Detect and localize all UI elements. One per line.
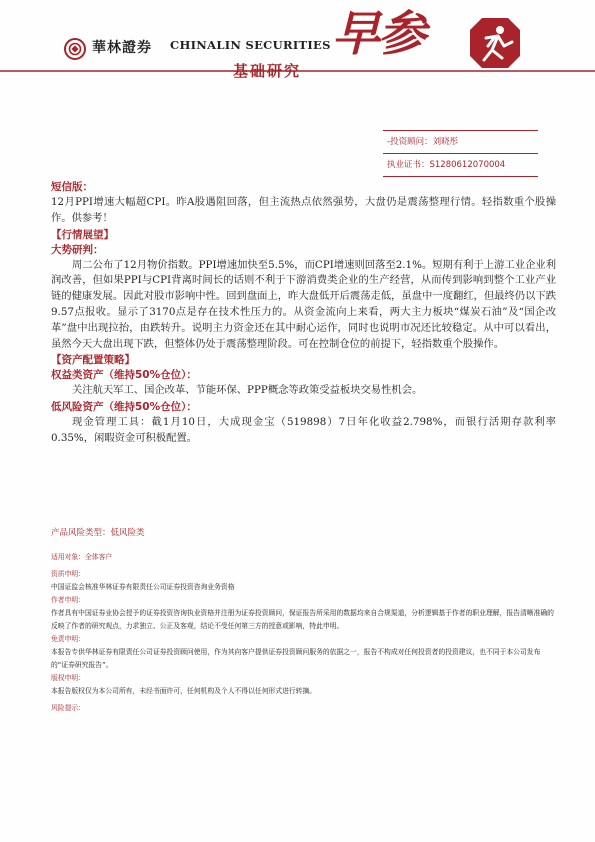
advisor-certificate: 执业证书：S1280612070004 bbox=[383, 153, 538, 176]
product-risk-type: 产品风险类型：低风险类 bbox=[51, 528, 145, 538]
qualification-text: 中国证监会核准华林证券有限责任公司证券投资咨询业务资格 bbox=[51, 583, 235, 591]
equity-heading: 权益类资产（维持50%仓位）： bbox=[51, 369, 197, 382]
disclaimer-section bbox=[51, 551, 556, 715]
chinalin-logo-icon bbox=[64, 38, 86, 60]
company-name-cn: 華林證券 bbox=[92, 40, 152, 56]
risk-warning-heading: 风险提示： bbox=[51, 704, 85, 712]
exemption-text: 本报告专供华林证券有限责任公司证券投资顾问使用，作为其向客户提供证券投资顾问服务的依据之一，报告不构成对任何投资者的投资建议，也不同于本公司发布的“证券研究报告”。 bbox=[51, 648, 541, 669]
qualification-heading: 资质申明： bbox=[51, 570, 85, 578]
advisor-info-box bbox=[383, 130, 538, 177]
audience-line: 适用对象：全体客户 bbox=[51, 553, 113, 561]
author-statement-heading: 作者申明： bbox=[51, 596, 85, 604]
report-body bbox=[51, 179, 556, 447]
equity-text: 关注航天军工、国企改革、节能环保、PPP概念等政策受益板块交易性机会。 bbox=[72, 384, 423, 397]
brand-title: 早参 bbox=[332, 6, 425, 62]
short-version-text: 12月PPI增速大幅超CPI。昨A股遇阻回落，但主流热点依然强势，大盘仍是震荡整理行情。轻指数重个股操作。供参考！ bbox=[51, 196, 556, 224]
header-divider bbox=[0, 69, 595, 79]
exemption-heading: 免责申明： bbox=[51, 635, 85, 643]
short-version-heading: 短信版： bbox=[51, 181, 93, 193]
copyright-heading: 版权申明： bbox=[51, 674, 85, 682]
advisor-name: -投资顾问：刘晓彤 bbox=[387, 137, 459, 147]
author-statement-text: 作者具有中国证券业协会授予的证券投资咨询执业资格并注册为证券投资顾问，保证报告所采用的数据均来自合规渠道，分析逻辑基于作者的职业理解，报告清晰准确的反映了作者的研究观点，力求独立、公正及客观，结论不受任何第三方的授意或影响，特此申明。 bbox=[51, 609, 554, 630]
outlook-heading: 【行情展望】 bbox=[51, 228, 114, 241]
allocation-heading: 【资产配置策略】 bbox=[51, 354, 135, 367]
runner-emblem-icon bbox=[468, 16, 522, 70]
lowrisk-text: 现金管理工具：截1月10日，大成现金宝（519898）7日年化收益2.798%，而银行活期存款利率0.35%，闲暇资金可积极配置。 bbox=[51, 416, 556, 444]
market-heading: 大势研判： bbox=[51, 243, 104, 256]
report-header bbox=[0, 0, 595, 112]
copyright-text: 本报告版权仅为本公司所有，未经书面许可，任何机构及个人不得以任何形式进行转摘。 bbox=[51, 687, 317, 695]
market-analysis-text: 周二公布了12月物价指数。PPI增速加快至5.5%，而CPI增速则回落至2.1%。短期有利于上游工业企业利润改善，但如果PPI与CPI背离时间长的话则不利于下游消费类企业的生产经营，从而传到影响到整个工业产业链的健康发展。因此对股市影响中性。回到盘面上，昨大盘低开后震荡走低，虽盘中一度翻红，但最终仍以下跌9.57点报收。显示了3170点是存在技术性压力的。从资金流向上来看，两大主力板块“煤炭石油”及“国企改革”盘中出现拉抬，由跌转升。说明主力资金还在其中耐心运作，同时也说明市况还比较稳定。从中可以看出，虽然今天大盘出现下跌，但整体仍处于震荡整理阶段。可在控制仓位的前提下，轻指数重个股操作。 bbox=[51, 258, 556, 350]
company-name-en: CHINALIN SECURITIES bbox=[170, 38, 331, 52]
department-label: 基础研究 bbox=[233, 62, 302, 80]
lowrisk-heading: 低风险资产（维持50%仓位）： bbox=[51, 401, 197, 414]
